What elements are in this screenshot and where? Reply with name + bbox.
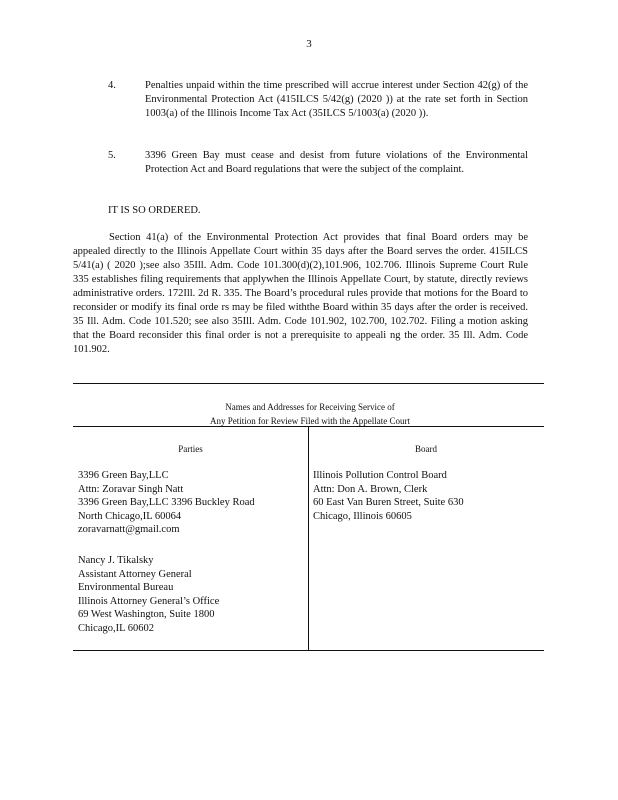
order-item-4 — [108, 79, 528, 121]
address-line: Assistant Attorney General — [78, 568, 192, 580]
party-green-bay — [78, 469, 255, 537]
page-number: 3 — [306, 38, 312, 50]
address-line: 60 East Van Buren Street, Suite 630 — [313, 497, 464, 509]
address-line: North Chicago,IL 60064 — [78, 510, 182, 522]
board-address — [313, 469, 464, 523]
parties-header: Parties — [178, 444, 203, 454]
so-ordered: IT IS SO ORDERED. — [108, 205, 201, 216]
address-line: Nancy J. Tikalsky — [78, 555, 154, 566]
board-header: Board — [415, 444, 437, 454]
item-text: Penalties unpaid within the time prescribed will accrue interest under Section 42(g) of the Environmental Protection Act (415ILCS 5/42(g) (2020 )) at the rate set forth in Section 1003(a) of the Illinois Income Tax Act (35ILCS 5/1003(a) (2020 )). — [145, 80, 528, 119]
service-heading-line1: Names and Addresses for Receiving Service of — [225, 402, 395, 412]
item-number: 5. — [108, 150, 116, 161]
address-line: Illinois Pollution Control Board — [313, 470, 447, 481]
service-heading-line2: Any Petition for Review Filed with the Appellate Court — [210, 416, 410, 426]
table-bottom-rule — [73, 650, 544, 651]
address-line: Attn: Don A. Brown, Clerk — [313, 483, 428, 495]
address-line: Illinois Attorney General’s Office — [78, 595, 220, 607]
address-line: 3396 Green Bay,LLC 3396 Buckley Road — [78, 497, 255, 509]
address-line: Chicago,IL 60602 — [78, 622, 155, 634]
item-number: 4. — [108, 80, 116, 91]
order-item-5 — [108, 149, 528, 177]
address-line: 69 West Washington, Suite 1800 — [78, 609, 215, 621]
address-line: Attn: Zoravar Singh Natt — [78, 483, 184, 495]
address-line: Chicago, Illinois 60605 — [313, 510, 412, 522]
email-line: zoravarnatt@gmail.com — [78, 524, 180, 536]
table-column-divider — [308, 426, 309, 650]
address-line: Environmental Bureau — [78, 582, 174, 594]
appeal-paragraph: Section 41(a) of the Environmental Protection Act provides that final Board orders may be appealed directly to the Illinois Appellate Court within 35 days after the Board serves the order. 415ILCS 5/41(a) ( 2020 );see also 35Ill. Adm. Code 101.300(d)(2),101.906, 102.706. Illinois Supreme Court Rule 335 establishes filing requirements that applywhen the Illinois Appellate Court, by statute, directly reviews administrative orders. 172Ill. 2d R. 335. The Board’s procedural rules provide that motions for the Board to reconsider or modify its final orde rs may be filed withthe Board within 35 days after the order is received. 35 Ill. Adm. Code 101.520; see also 35Ill. Adm. Code 101.902, 102.700, 102.702. Filing a motion asking that the Board reconsider this final order is not a prerequisite to appeali ng the order. 35 Ill. Adm. Code 101.902. — [73, 232, 528, 355]
item-text: 3396 Green Bay must cease and desist from future violations of the Environmental Protection Act and Board regulations that were the subject of the complaint. — [145, 150, 528, 175]
address-line: 3396 Green Bay,LLC — [78, 470, 169, 481]
party-attorney-general — [78, 554, 219, 636]
service-table-heading — [160, 400, 460, 428]
divider-top — [73, 383, 544, 384]
